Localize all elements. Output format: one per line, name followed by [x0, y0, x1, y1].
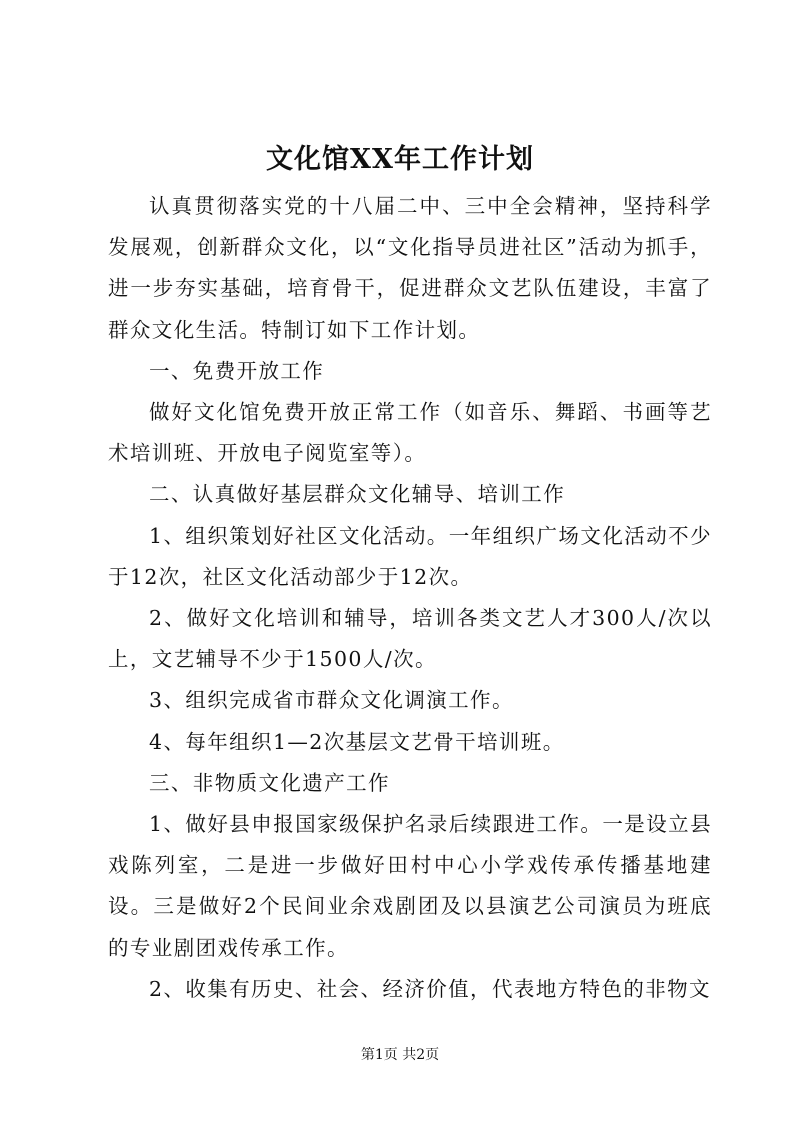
section-heading-free-opening: 一、免费开放工作: [149, 358, 325, 383]
list-item-community-activities: 1、组织策划好社区文化活动。一年组织广场文化活动不少于12次，社区文化活动部少于12次。: [108, 523, 712, 589]
document-title: 文化馆XX年工作计划: [266, 144, 534, 175]
list-item-cultural-training: 2、做好文化培训和辅导，培训各类文艺人才300人/次以上，文艺辅导不少于1500人/次。: [108, 606, 712, 672]
section-heading-intangible-heritage: 三、非物质文化遗产工作: [149, 770, 390, 795]
paragraph-intro: 认真贯彻落实党的十八届二中、三中全会精神，坚持科学发展观，创新群众文化，以“文化指导员进社区”活动为抓手，进一步夯实基础，培育骨干，促进群众文艺队伍建设，丰富了群众文化生活。特制订如下工作计划。: [108, 194, 712, 342]
list-item-training-class: 4、每年组织1—2次基层文艺骨干培训班。: [149, 729, 565, 754]
list-item-heritage-protection: 1、做好县申报国家级保护名录后续跟进工作。一是设立县戏陈列室，二是进一步做好田村中心小学戏传承传播基地建设。三是做好2个民间业余戏剧团及以县演艺公司演员为班底的专业剧团戏传承工作。: [108, 812, 712, 960]
document-body: [108, 186, 712, 1010]
list-item-heritage-collection: 2、收集有历史、社会、经济价值，代表地方特色的非物文: [149, 976, 711, 1001]
list-item-performance: 3、组织完成省市群众文化调演工作。: [149, 688, 514, 713]
section-heading-grassroots-training: 二、认真做好基层群众文化辅导、培训工作: [149, 482, 566, 507]
page-footer: 第1页 共2页: [360, 1047, 440, 1063]
paragraph-free-opening: 做好文化馆免费开放正常工作（如音乐、舞蹈、书画等艺术培训班、开放电子阅览室等）。: [108, 400, 712, 466]
